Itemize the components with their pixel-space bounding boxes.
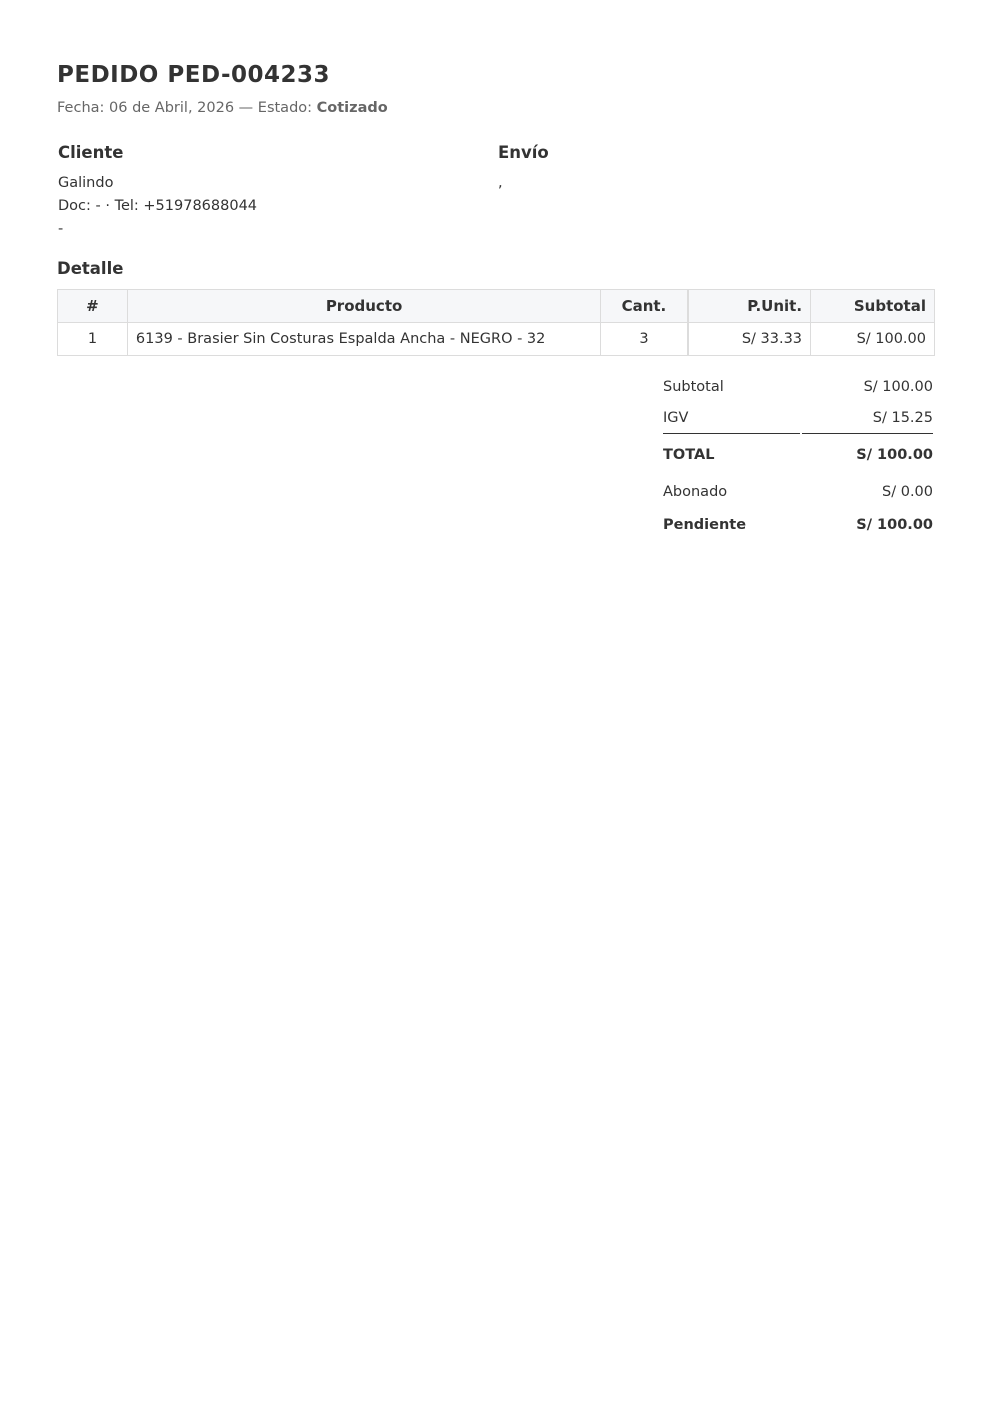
- client-extra: -: [58, 221, 64, 237]
- row-subtotal: S/ 100.00: [811, 323, 935, 356]
- client-name: Galindo: [58, 175, 114, 191]
- row-unit-price: S/ 33.33: [688, 323, 811, 356]
- subtotal-row: [663, 372, 933, 403]
- igv-label: IGV: [663, 410, 689, 426]
- column-header-quantity: Cant.: [601, 290, 688, 323]
- paid-label: Abonado: [663, 484, 728, 500]
- row-number: 1: [58, 323, 128, 356]
- total-divider-right: [802, 433, 933, 434]
- subtotal-value: S/ 100.00: [863, 379, 933, 395]
- row-quantity: 3: [601, 323, 688, 356]
- igv-row: [663, 403, 933, 434]
- total-divider-left: [663, 433, 800, 434]
- totals-summary: [663, 372, 933, 541]
- column-header-subtotal: Subtotal: [811, 290, 935, 323]
- table-header-row: [58, 290, 935, 323]
- total-row: [663, 440, 933, 471]
- total-label: TOTAL: [663, 447, 715, 463]
- column-header-unit-price: P.Unit.: [688, 290, 811, 323]
- row-product: 6139 - Brasier Sin Costuras Espalda Ancha - NEGRO - 32: [127, 323, 600, 356]
- detail-heading: Detalle: [57, 259, 124, 278]
- order-meta: [57, 100, 388, 116]
- shipping-address: ,: [498, 175, 503, 191]
- items-table: [57, 289, 935, 356]
- page-title: PEDIDO PED-004233: [57, 62, 331, 88]
- igv-value: S/ 15.25: [872, 410, 933, 426]
- pending-row: [663, 510, 933, 541]
- paid-value: S/ 0.00: [882, 484, 933, 500]
- total-value: S/ 100.00: [856, 447, 933, 463]
- shipping-section: [498, 143, 549, 195]
- table-row: [58, 323, 935, 356]
- order-date-label: Fecha: 06 de Abril, 2026 — Estado:: [57, 100, 317, 116]
- pending-label: Pendiente: [663, 517, 747, 533]
- pending-value: S/ 100.00: [856, 517, 933, 533]
- shipping-heading: Envío: [498, 143, 549, 162]
- paid-row: [663, 477, 933, 508]
- client-heading: Cliente: [58, 143, 124, 162]
- client-section: [58, 143, 257, 241]
- client-contact: Doc: - · Tel: +51978688044: [58, 198, 258, 214]
- order-status: Cotizado: [316, 100, 388, 116]
- column-header-product: Producto: [127, 290, 600, 323]
- column-header-number: #: [58, 290, 128, 323]
- subtotal-label: Subtotal: [663, 379, 724, 395]
